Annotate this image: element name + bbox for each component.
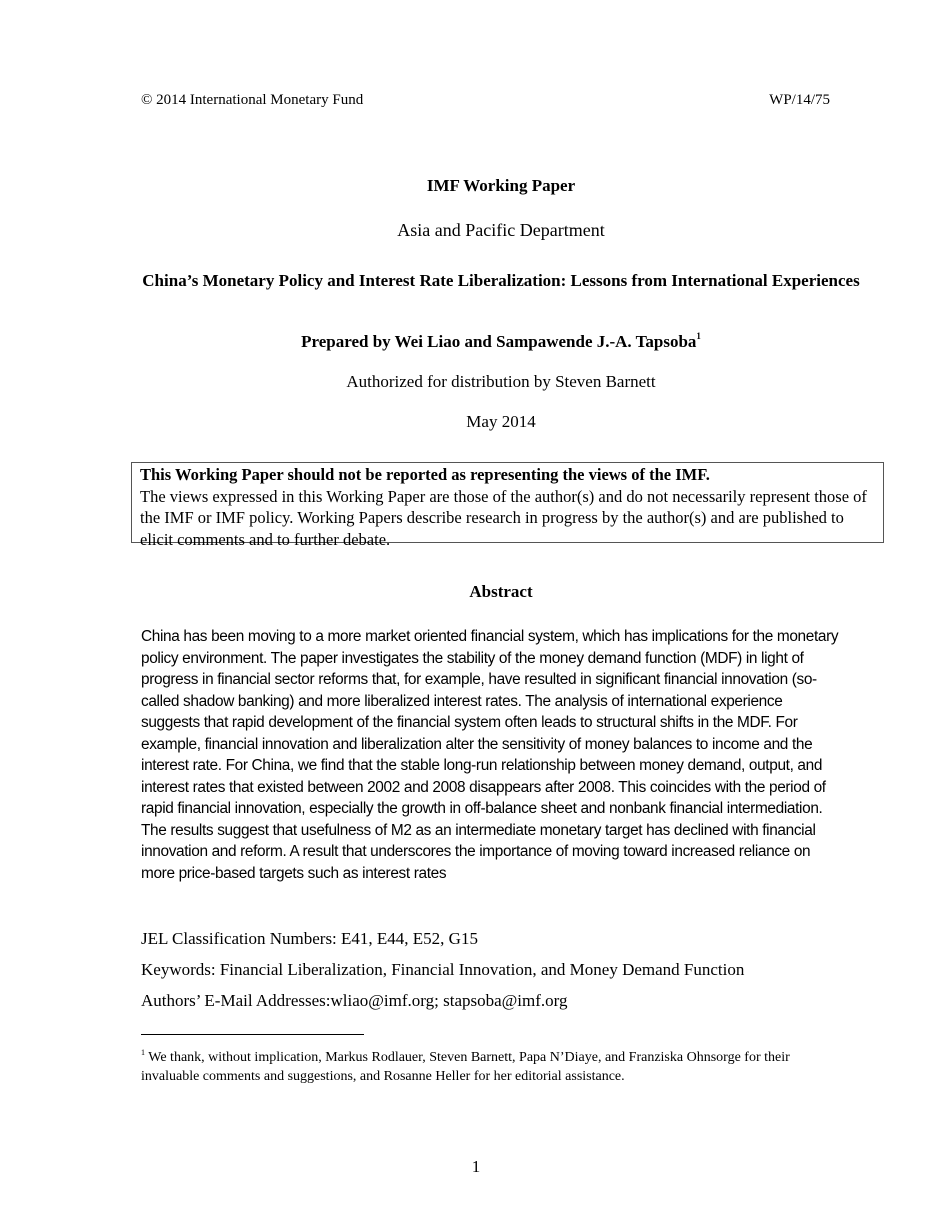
footnote-text: We thank, without implication, Markus Rodlauer, Steven Barnett, Papa N’Diaye, and Franziska Ohnsorge for their invaluable comments and suggestions, and Rosanne Heller for her editorial assistance. xyxy=(141,1050,790,1084)
abstract-heading: Abstract xyxy=(469,582,533,601)
footnote xyxy=(141,1043,841,1086)
authors-text: Prepared by Wei Liao and Sampawende J.-A. Tapsoba xyxy=(301,332,697,351)
paper-title: China’s Monetary Policy and Interest Rate Liberalization: Lessons from International Experiences xyxy=(142,271,860,290)
authorized-by: Authorized for distribution by Steven Barnett xyxy=(346,372,656,391)
disclaimer-box xyxy=(131,462,884,549)
authors-line xyxy=(130,331,872,352)
footnote-marker[interactable]: 1 xyxy=(696,331,701,341)
disclaimer-body: The views expressed in this Working Paper are those of the author(s) and do not necessarily represent those of the IMF or IMF policy. Working Papers describe research in progress by the author(s) and are published to elicit comments and to further debate. xyxy=(140,486,867,549)
publication-date: May 2014 xyxy=(466,412,536,431)
page-number: 1 xyxy=(471,1157,481,1176)
series-label: IMF Working Paper xyxy=(426,176,576,195)
abstract-body: China has been moving to a more market oriented financial system, which has implications for the monetary policy environment. The paper investigates the stability of the money demand function (MDF) in light of progress in financial sector reforms that, for example, have resulted in significant financial innovation (so-called shadow banking) and more liberalized interest rates. The analysis of international experience suggests that rapid development of the financial system often leads to structural shifts in the MDF. For example, financial innovation and liberalization alter the sensitivity of money balances to income and the interest rate. For China, we find that the stable long-run relationship between money demand, output, and interest rates that existed between 2002 and 2008 disappears after 2008. This coincides with the period of rapid financial innovation, especially the growth in off-balance sheet and nonbank financial intermediation. The results suggest that usefulness of M2 as an intermediate monetary target has declined with financial innovation and reform. A result that underscores the importance of moving toward increased reliance on more price-based targets such as interest rates xyxy=(141,628,839,882)
author-emails: Authors’ E-Mail Addresses:wliao@imf.org; stapsoba@imf.org xyxy=(141,991,568,1010)
keywords: Keywords: Financial Liberalization, Financial Innovation, and Money Demand Function xyxy=(141,960,745,979)
footnote-divider xyxy=(141,1034,364,1035)
jel-codes: JEL Classification Numbers: E41, E44, E52, G15 xyxy=(141,929,478,948)
copyright-notice: © 2014 International Monetary Fund xyxy=(141,92,364,108)
disclaimer-heading: This Working Paper should not be reported as representing the views of the IMF. xyxy=(140,465,710,484)
footnote-number: 1 xyxy=(141,1048,145,1057)
department: Asia and Pacific Department xyxy=(397,220,605,240)
paper-number: WP/14/75 xyxy=(769,92,830,108)
